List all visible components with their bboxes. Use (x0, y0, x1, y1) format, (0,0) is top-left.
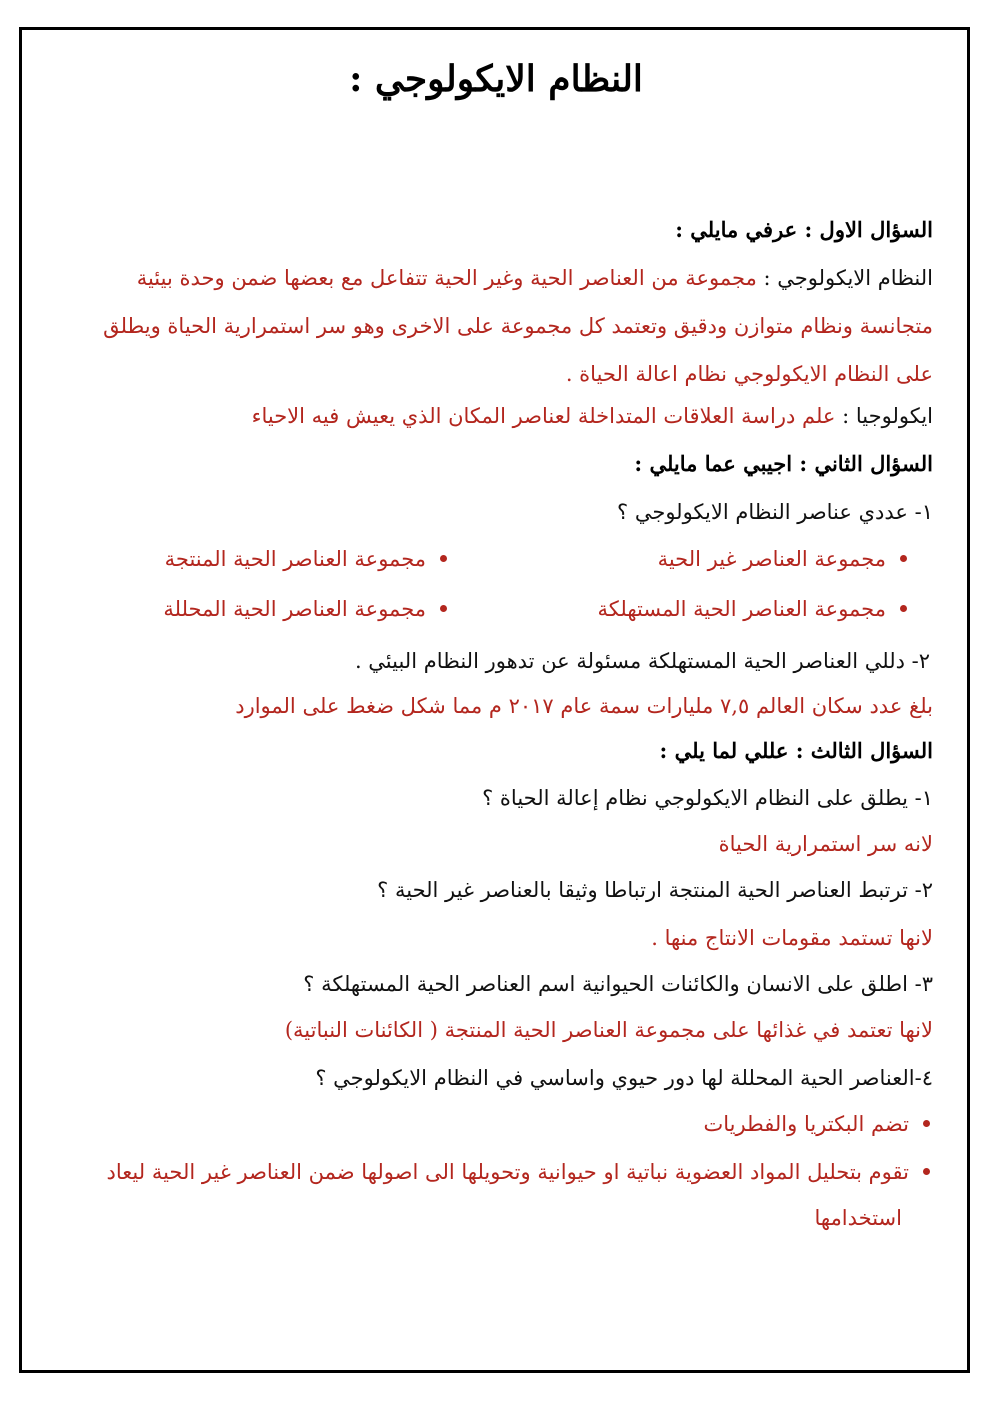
bullet-icon (923, 1120, 930, 1127)
element-bullet-4: مجموعة العناصر الحية المحللة (163, 591, 447, 627)
question-3-item-3: ٣- اطلق على الانسان والكائنات الحيوانية اسم العناصر الحية المستهلكة ؟ (303, 972, 933, 996)
definition-ecology-line (53, 398, 933, 434)
definition-ecology-term: ايكولوجيا : (842, 404, 933, 428)
question-3-answer-1: لانه سر استمرارية الحياة (718, 832, 933, 856)
element-bullet-2: مجموعة العناصر الحية المنتجة (165, 541, 447, 577)
question-2-heading: السؤال الثاني : اجيبي عما مايلي : (634, 451, 933, 476)
answer-4-bullet-1: تضم البكتريا والفطريات (703, 1106, 930, 1142)
question-3-heading: السؤال الثالث : عللي لما يلي : (659, 738, 933, 763)
question-2-item-1: ١- عددي عناصر النظام الايكولوجي ؟ (617, 500, 933, 524)
question-2-answer-2: بلغ عدد سكان العالم ٧,٥ مليارات سمة عام ٢٠١٧ م مما شكل ضغط على الموارد (235, 694, 933, 718)
bullet-icon (900, 605, 907, 612)
definition-ecosystem-text-1: مجموعة من العناصر الحية وغير الحية تتفاعل مع بعضها ضمن وحدة بيئية (136, 266, 757, 290)
definition-ecosystem-line-3: على النظام الايكولوجي نظام اعالة الحياة . (565, 362, 933, 386)
definition-ecosystem-line-1 (53, 260, 933, 296)
bullet-icon (923, 1168, 930, 1175)
definition-ecosystem-term: النظام الايكولوجي : (763, 266, 933, 290)
definition-ecosystem-line-2: متجانسة ونظام متوازن ودقيق وتعتمد كل مجموعة على الاخرى وهو سر استمرارية الحياة ويطلق (103, 314, 933, 338)
question-2-item-2: ٢- دللي العناصر الحية المستهلكة مسئولة عن تدهور النظام البيئي . (354, 649, 930, 673)
question-3-answer-2: لانها تستمد مقومات الانتاج منها . (651, 926, 933, 950)
element-bullet-1: مجموعة العناصر غير الحية (658, 541, 907, 577)
question-3-answer-3: لانها تعتمد في غذائها على مجموعة العناصر الحية المنتجة ( الكائنات النباتية) (284, 1018, 933, 1042)
page-title: النظام الايكولوجي : (349, 58, 643, 100)
question-3-item-2: ٢- ترتبط العناصر الحية المنتجة ارتباطا وثيقا بالعناصر غير الحية ؟ (377, 878, 933, 902)
question-3-item-4: ٤-العناصر الحية المحللة لها دور حيوي واساسي في النظام الايكولوجي ؟ (315, 1066, 933, 1090)
question-3-item-1: ١- يطلق على النظام الايكولوجي نظام إعالة الحياة ؟ (482, 786, 933, 810)
question-1-heading: السؤال الاول : عرفي مايلي : (675, 217, 933, 242)
answer-4-bullet-2-continued: استخدامها (814, 1206, 902, 1230)
bullet-icon (440, 605, 447, 612)
definition-ecology-text: علم دراسة العلاقات المتداخلة لعناصر المكان الذي يعيش فيه الاحياء (251, 404, 836, 428)
bullet-icon (900, 555, 907, 562)
answer-4-bullet-2: تقوم بتحليل المواد العضوية نباتية او حيوانية وتحويلها الى اصولها ضمن العناصر غير الحية ليعاد (107, 1154, 930, 1190)
element-bullet-3: مجموعة العناصر الحية المستهلكة (598, 591, 907, 627)
bullet-icon (440, 555, 447, 562)
